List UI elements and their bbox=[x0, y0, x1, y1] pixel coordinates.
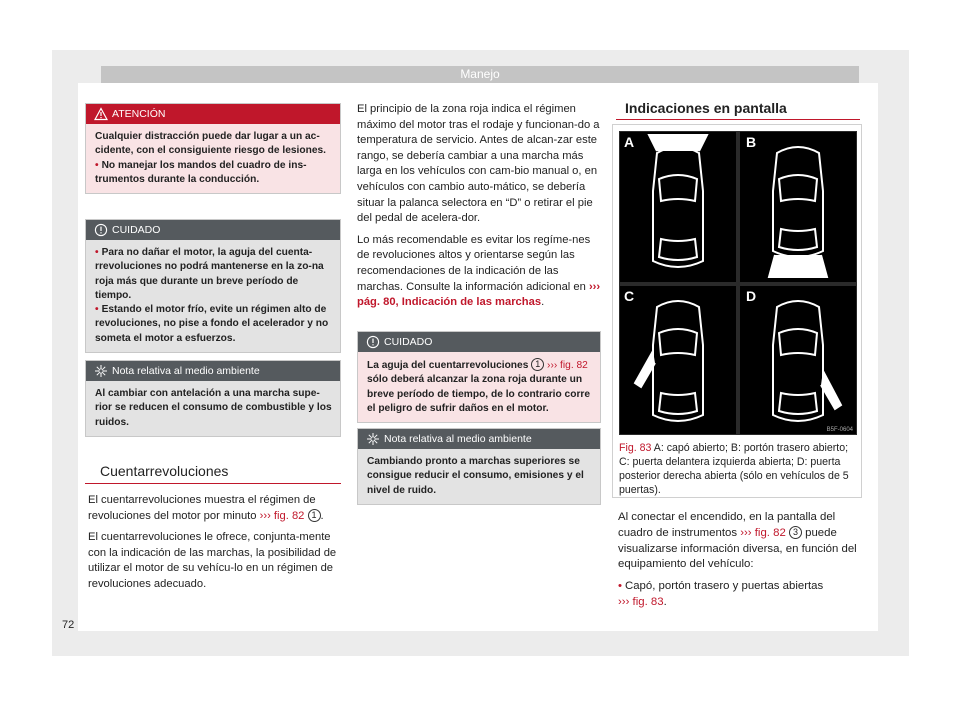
figure-code: B5F-0604 bbox=[826, 427, 853, 433]
environment-note-body: Al cambiar con antelación a una marcha supe-rior se reducen el consumo de combustible y los ruidos. bbox=[86, 381, 340, 436]
callout-number: 3 bbox=[789, 526, 802, 539]
figure-image bbox=[619, 131, 857, 435]
figure-link[interactable]: ››› fig. 82 bbox=[547, 360, 588, 371]
paragraph: El cuentarrevoluciones le ofrece, conjunta-mente con la indicación de las marchas, la posibilidad de utilizar el motor de su vehícu-lo en un régimen de revoluciones adecuado. bbox=[88, 531, 337, 590]
bullet-icon: • bbox=[95, 304, 99, 316]
figure-link[interactable]: ››› fig. 82 bbox=[740, 526, 786, 539]
figure-link[interactable]: ››› fig. 83 bbox=[618, 595, 664, 608]
section-title-indicaciones: Indicaciones en pantalla bbox=[625, 100, 787, 116]
environment-leaf-icon bbox=[366, 432, 380, 446]
paragraph: El principio de la zona roja indica el régimen máximo del motor tras el rodaje y funcionan-do a temperatura de servicio. Antes de alcan-zar este rango, se debería cambiar a una marcha más larga en los vehículos con cam-bio manual o, en vehículos con cambio auto-mático, se debería situar la palanca selectora en “D” o retirar el pie del pedal de acelera-dor. bbox=[357, 103, 600, 225]
figure-caption: Fig. 83 A: capó abierto; B: portón trasero abierto; C: puerta delantera izquierda abierta; D: puerta posterior derecha abierta (sólo en vehículos de 5 puertas). bbox=[619, 442, 849, 496]
warning-box-text: Cualquier distracción puede dar lugar a un ac-cidente, con el consiguiente riesgo de lesiones. bbox=[95, 131, 326, 157]
environment-note-box-middle bbox=[357, 428, 601, 505]
info-circle-icon bbox=[94, 223, 108, 237]
section-title-cuentarrevoluciones: Cuentarrevoluciones bbox=[100, 463, 229, 479]
warning-box-bullet: • No manejar los mandos del cuadro de ins-trumentos durante la conducción. bbox=[95, 159, 307, 185]
figure-label-b: B bbox=[746, 134, 757, 150]
figure-83 bbox=[612, 124, 862, 498]
page-link[interactable]: ››› pág. 80, Indicación de las marchas bbox=[357, 280, 601, 309]
section-rule bbox=[85, 483, 341, 484]
caution-box-middle bbox=[357, 331, 601, 423]
section-rule bbox=[616, 119, 860, 120]
figure-link[interactable]: ››› fig. 82 bbox=[259, 509, 305, 522]
paragraph: Al conectar el encendido, en la pantalla del cuadro de instrumentos ››› fig. 82 3 puede visualizarse información diversa, en función del equipamiento del vehículo: bbox=[618, 511, 857, 571]
bullet-icon: • bbox=[95, 159, 99, 171]
caution-box-header bbox=[86, 220, 340, 240]
caution-box-header bbox=[358, 332, 600, 352]
caution-box-title: CUIDADO bbox=[112, 224, 161, 236]
warning-box-header bbox=[86, 104, 340, 124]
figure-label-c: C bbox=[624, 288, 635, 304]
caution-box bbox=[85, 219, 341, 353]
warning-triangle-icon bbox=[94, 107, 108, 121]
bullet-icon: • bbox=[618, 580, 622, 593]
environment-note-body: Cambiando pronto a marchas superiores se consigue reducir el consumo, emisiones y el nivel de ruido. bbox=[358, 449, 600, 504]
car-doors-illustration bbox=[619, 131, 857, 435]
warning-box-title: ATENCIÓN bbox=[112, 108, 166, 120]
middle-body-text bbox=[357, 102, 602, 317]
caution-box-title: CUIDADO bbox=[384, 336, 433, 348]
right-body-text bbox=[618, 510, 860, 617]
bullet-icon: • bbox=[95, 247, 99, 258]
environment-note-title: Nota relativa al medio ambiente bbox=[112, 365, 260, 377]
left-body-text bbox=[88, 493, 343, 599]
info-circle-icon bbox=[366, 335, 380, 349]
figure-label-a: A bbox=[624, 134, 635, 150]
environment-leaf-icon bbox=[94, 364, 108, 378]
figure-caption-number: Fig. 83 bbox=[619, 442, 652, 454]
caution-box-bullet: • Estando el motor frío, evite un régimen alto de revoluciones, no pise a fondo el acelerador y no someta el motor a esfuerzos. bbox=[95, 304, 329, 344]
warning-box-body bbox=[86, 124, 340, 193]
paragraph: Lo más recomendable es evitar los regíme-nes de revoluciones altos y orientarse según las recomendaciones de la indicación de las marchas. Consulte la información adicional en ››› pág. 80, Indicación de las marchas. bbox=[357, 233, 601, 309]
warning-box bbox=[85, 103, 341, 194]
callout-number: 1 bbox=[531, 358, 544, 371]
environment-note-title: Nota relativa al medio ambiente bbox=[384, 433, 532, 445]
paragraph: El cuentarrevoluciones muestra el régimen de revoluciones del motor por minuto ››› fig. 82 1 . bbox=[88, 494, 324, 522]
caution-box-body: La aguja del cuentarrevoluciones 1 ››› fig. 82 sólo deberá alcanzar la zona roja durante un breve período de tiempo, de lo contrario corre el peligro de sufrir daños en el motor. bbox=[358, 352, 600, 422]
environment-note-header bbox=[358, 429, 600, 449]
callout-number: 1 bbox=[308, 509, 321, 522]
environment-note-box bbox=[85, 360, 341, 437]
page-number: 72 bbox=[62, 619, 75, 631]
caution-box-body bbox=[86, 240, 340, 352]
environment-note-header bbox=[86, 361, 340, 381]
page-header: Manejo bbox=[101, 66, 859, 83]
figure-label-d: D bbox=[746, 288, 757, 304]
bullet-item: • Capó, portón trasero y puertas abiertas ››› fig. 83. bbox=[618, 580, 824, 608]
caution-box-bullet: • Para no dañar el motor, la aguja del cuenta-rrevoluciones no podrá mantenerse en la zo-na roja más que durante un breve período de tiempo. bbox=[95, 247, 324, 301]
